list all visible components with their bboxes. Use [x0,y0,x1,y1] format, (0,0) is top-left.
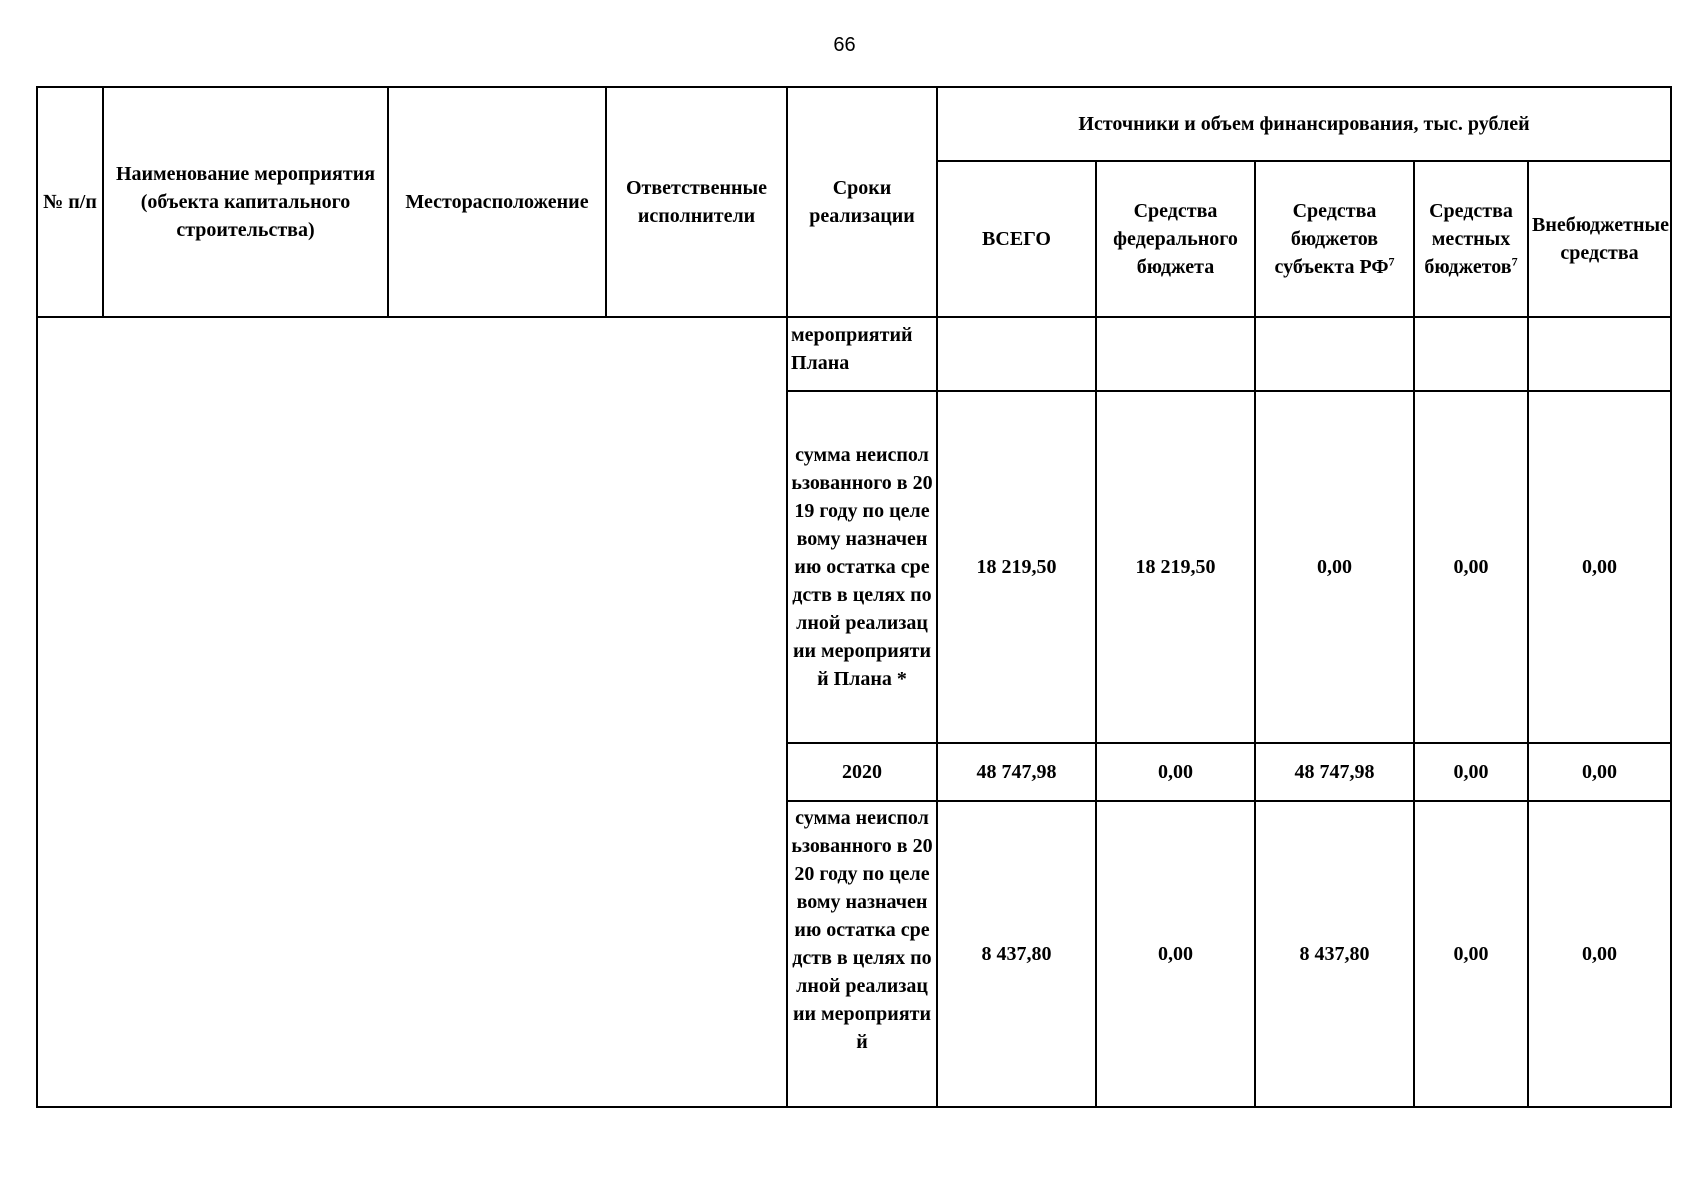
total-cell: 18 219,50 [937,391,1096,743]
total-cell [937,317,1096,391]
total-cell: 8 437,80 [937,801,1096,1107]
extra-cell [1528,317,1671,391]
regional-cell [1255,317,1414,391]
header-num: № п/п [37,87,103,317]
term-cell: сумма неиспользованного в 2020 году по целевому назначению остатка средств в целях полной реализации мероприятий [787,801,937,1107]
header-regional: Средства бюджетов субъекта $РФ^7$ [1255,161,1414,317]
page-number: 66 [833,34,856,56]
federal-cell: 0,00 [1096,743,1255,801]
extra-cell: 0,00 [1528,743,1671,801]
federal-cell: 18 219,50 [1096,391,1255,743]
extra-cell: 0,00 [1528,391,1671,743]
extra-cell: 0,00 [1528,801,1671,1107]
header-federal: Средства федерального бюджета [1096,161,1255,317]
federal-cell [1096,317,1255,391]
term-cell: мероприятий Плана [787,317,937,391]
regional-cell: 48 747,98 [1255,743,1414,801]
header-name: Наименование мероприятия (объекта капитального строительства) [103,87,388,317]
total-cell: 48 747,98 [937,743,1096,801]
merged-empty-cell [37,317,787,1107]
table-row [37,317,1671,391]
header-location: Месторасположение [388,87,606,317]
federal-cell: 0,00 [1096,801,1255,1107]
header-funding-group: Источники и объем финансирования, тыс. рублей [937,87,1671,161]
header-terms: Сроки реализации [787,87,937,317]
header-local: Средства местных бюджетов$^7$ [1414,161,1528,317]
local-cell: 0,00 [1414,391,1528,743]
regional-cell: 0,00 [1255,391,1414,743]
term-cell: 2020 [787,743,937,801]
header-extra: Внебюджетные средства [1528,161,1671,317]
term-cell: сумма неиспользованного в 2019 году по целевому назначению остатка средств в целях полной реализации мероприятий Плана * [787,391,937,743]
header-total: ВСЕГО [937,161,1096,317]
local-cell [1414,317,1528,391]
local-cell: 0,00 [1414,743,1528,801]
regional-cell: 8 437,80 [1255,801,1414,1107]
local-cell: 0,00 [1414,801,1528,1107]
header-responsible: Ответственные исполнители [606,87,787,317]
funding-table [36,86,1672,1108]
